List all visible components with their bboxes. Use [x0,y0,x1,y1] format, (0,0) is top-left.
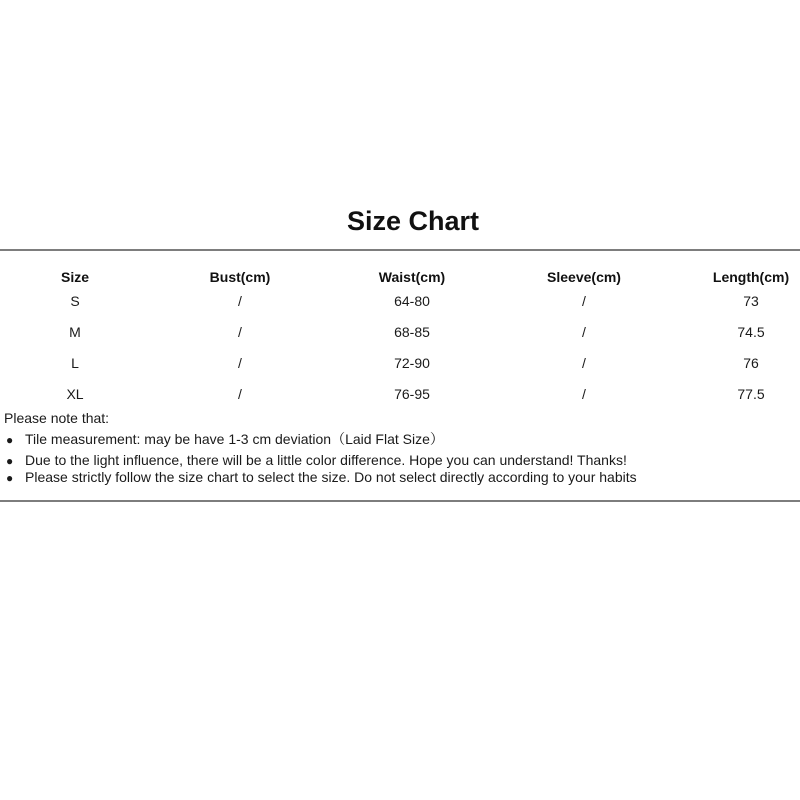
notes-title: Please note that: [4,410,110,426]
header-sleeve: Sleeve(cm) [547,269,621,285]
cell-size: M [69,324,81,340]
cell-length: 76 [743,355,759,371]
cell-sleeve: / [582,386,586,402]
page-title: Size Chart [346,206,480,236]
cell-waist: 68-85 [394,324,430,340]
cell-size: S [70,293,80,309]
cell-bust: / [238,293,242,309]
cell-sleeve: / [582,293,586,309]
bullet-icon: ● [6,454,14,468]
cell-length: 74.5 [737,324,765,340]
cell-sleeve: / [582,355,586,371]
cell-bust: / [238,324,242,340]
bullet-icon: ● [6,433,14,447]
cell-sleeve: / [582,324,586,340]
cell-bust: / [238,355,242,371]
cell-length: 73 [743,293,759,309]
note-text: Please strictly follow the size chart to select the size. Do not select directly according to your habits [25,469,637,485]
cell-waist: 72-90 [394,355,430,371]
cell-length: 77.5 [737,386,765,402]
note-text: Tile measurement: may be have 1-3 cm deviation（Laid Flat Size） [25,431,444,447]
cell-size: L [71,355,79,371]
note-item [6,468,637,487]
header-size: Size [60,269,89,285]
cell-waist: 76-95 [394,386,430,402]
note-item [6,430,444,449]
top-divider [0,249,800,251]
header-waist: Waist(cm) [378,269,446,285]
note-text: Due to the light influence, there will be a little color difference. Hope you can understand! Thanks! [25,452,627,468]
header-bust: Bust(cm) [209,269,271,285]
cell-waist: 64-80 [394,293,430,309]
cell-bust: / [238,386,242,402]
cell-size: XL [66,386,84,402]
bullet-icon: ● [6,471,14,485]
header-length: Length(cm) [712,269,790,285]
bottom-divider [0,500,800,502]
